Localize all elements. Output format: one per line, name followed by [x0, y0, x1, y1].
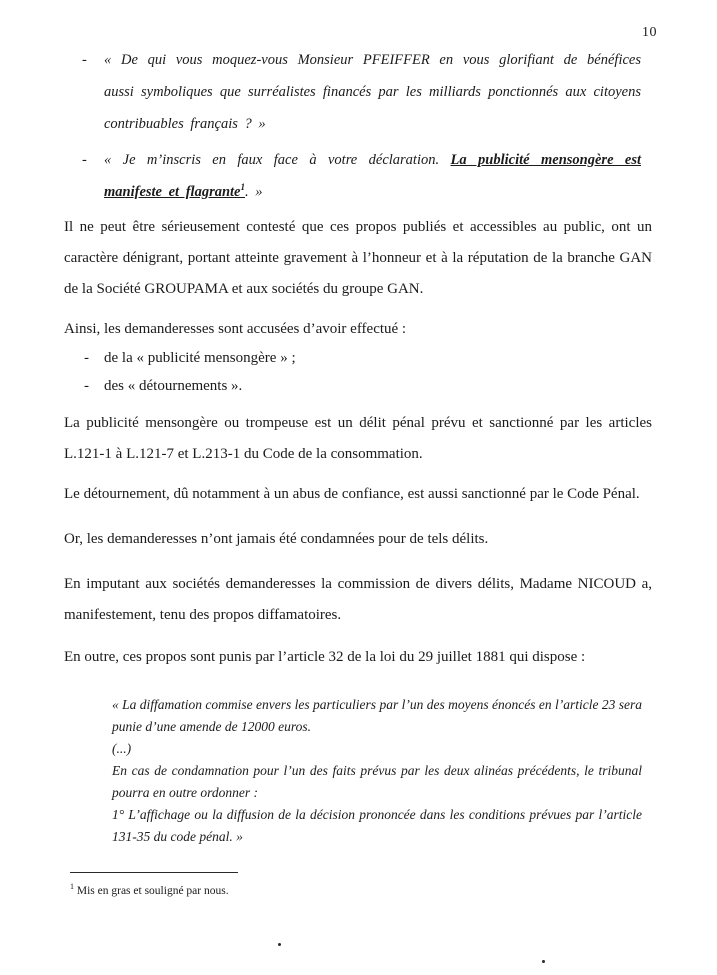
- accusation-item-2: [84, 372, 644, 400]
- legal-quote-line: 1° L’affichage ou la diffusion de la décision prononcée dans les conditions prévues par l’article 131-35 du code pénal. »: [112, 807, 642, 844]
- footnote-separator-rule: [70, 872, 238, 873]
- legal-quote-block: [112, 694, 642, 848]
- legal-quote-line: En cas de condamnation pour l’un des faits prévus par les deux alinéas précédents, le tribunal pourra en outre ordonner :: [112, 763, 642, 800]
- paragraph-imputant: En imputant aux sociétés demanderesses la commission de divers délits, Madame NICOUD a, manifestement, tenu des propos diffamatoires.: [64, 576, 652, 623]
- scan-speck: [278, 943, 281, 946]
- legal-quote-line: (...): [112, 741, 132, 756]
- quoted-statement-prefix: « Je m’inscris en faux face à votre déclaration.: [104, 152, 440, 168]
- quoted-statement-2: [82, 144, 642, 208]
- quoted-statement-suffix: . »: [245, 184, 263, 200]
- paragraph-ainsi: Ainsi, les demanderesses sont accusées d’avoir effectué :: [64, 321, 407, 337]
- paragraph-detournement: Le détournement, dû notamment à un abus de confiance, est aussi sanctionné par le Code Pénal.: [64, 486, 640, 502]
- paragraph-en-outre: En outre, ces propos sont punis par l’article 32 de la loi du 29 juillet 1881 qui dispose :: [64, 649, 586, 665]
- quoted-statement-1: [82, 44, 641, 140]
- footnote-number: 1: [70, 882, 74, 891]
- paragraph-publicite: La publicité mensongère ou trompeuse est un délit pénal prévu et sanctionné par les articles L.121-1 à L.121-7 et L.213-1 du Code de la consommation.: [64, 415, 652, 462]
- accusation-item-text: de la « publicité mensongère » ;: [104, 350, 296, 366]
- footnote: [70, 879, 470, 899]
- accusations-list: [84, 344, 644, 400]
- emphasized-text: La publicité mensongère est manifeste et flagrante: [104, 152, 642, 200]
- scan-speck: [542, 960, 545, 963]
- paragraph-or: Or, les demanderesses n’ont jamais été condamnées pour de tels délits.: [64, 531, 489, 547]
- accusation-item-1: [84, 344, 644, 372]
- accusation-item-text: des « détournements ».: [104, 378, 243, 394]
- page-number: 10: [642, 25, 657, 40]
- quoted-statement-text: « De qui vous moquez-vous Monsieur PFEIFFER en vous glorifiant de bénéfices aussi symboliques que surréalistes financés par les milliards ponctionnés aux citoyens contribuables français ? »: [104, 52, 641, 132]
- list-dash: -: [84, 378, 89, 394]
- bullet-dash: -: [82, 152, 87, 168]
- paragraph-contested: Il ne peut être sérieusement contesté que ces propos publiés et accessibles au public, ont un caractère dénigrant, portant atteinte gravement à l’honneur et à la réputation de la branche GAN de la Société GROUPAMA et aux sociétés du groupe GAN.: [64, 219, 652, 297]
- list-dash: -: [84, 350, 89, 366]
- footnote-reference: 1: [240, 182, 245, 193]
- footnote-text: Mis en gras et souligné par nous.: [76, 884, 229, 897]
- legal-quote-line: « La diffamation commise envers les particuliers par l’un des moyens énoncés en l’article 23 sera punie d’une amende de 12000 euros.: [112, 697, 642, 734]
- bullet-dash: -: [82, 52, 87, 68]
